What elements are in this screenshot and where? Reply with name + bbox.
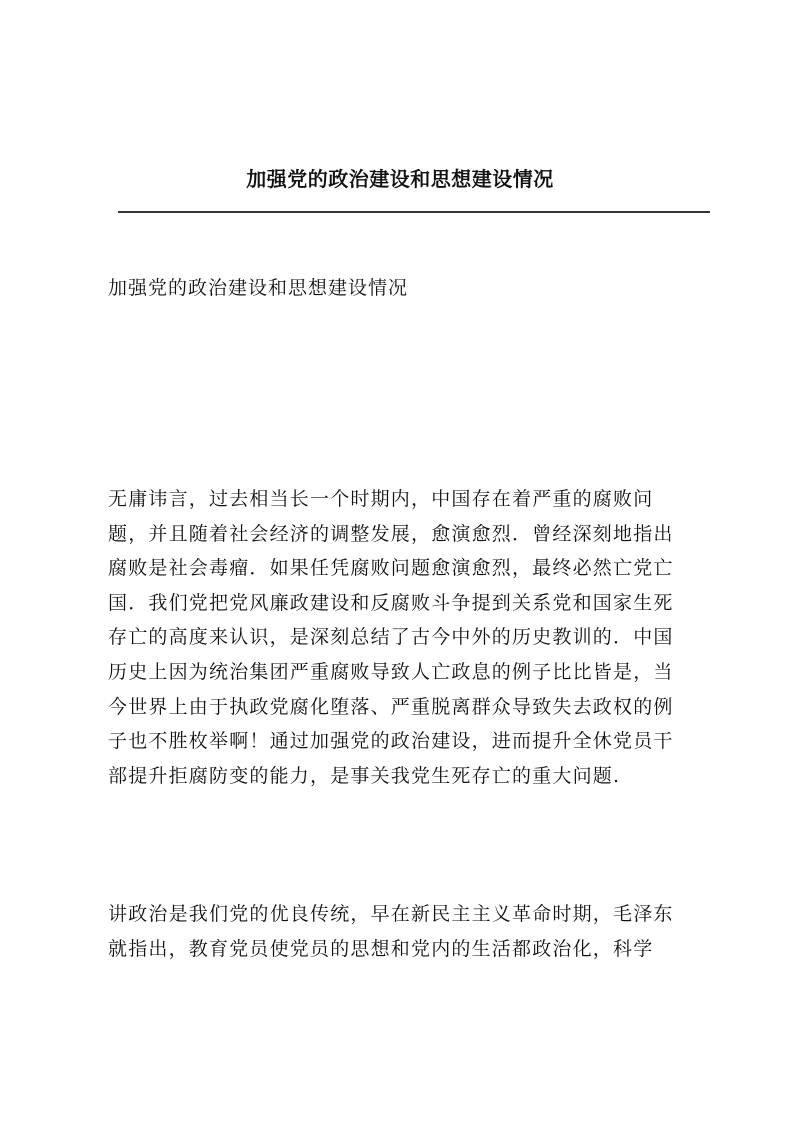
paragraph-line: 无庸讳言，过去相当长一个时期内，中国存在着严重的腐败问 — [108, 488, 654, 510]
paragraph-line: 存亡的高度来认识，是深刻总结了古今中外的历史教训的．中国 — [108, 626, 674, 649]
paragraph-1 — [108, 482, 708, 793]
paragraph-line: 历史上因为统治集团严重腐败导致人亡政息的例子比比皆是，当 — [108, 660, 674, 683]
document-subtitle: 加强党的政治建设和思想建设情况 — [108, 277, 409, 299]
title-divider — [118, 211, 710, 213]
paragraph-line: 子也不胜枚举啊！通过加强党的政治建设，进而提升全休党员干 — [108, 730, 674, 753]
paragraph-line: 讲政治是我们党的优良传统，早在新民主主义革命时期，毛泽东 — [108, 903, 674, 925]
paragraph-line: 国．我们党把党风廉政建设和反腐败斗争提到关系党和国家生死 — [108, 591, 674, 614]
paragraph-line: 腐败是社会毒瘤．如果任凭腐败问题愈演愈烈，最终必然亡党亡 — [108, 557, 674, 580]
paragraph-line: 今世界上由于执政党腐化堕落、严重脱离群众导致失去政权的例 — [108, 695, 674, 718]
document-title: 加强党的政治建设和思想建设情况 — [246, 167, 554, 191]
paragraph-line: 就指出，教育党员使党员的思想和党内的生活都政治化，科学 — [108, 937, 654, 960]
paragraph-2 — [108, 897, 708, 966]
paragraph-line: 题，并且随着社会经济的调整发展，愈演愈烈．曾经深刻地指出 — [108, 522, 674, 545]
paragraph-line: 部提升拒腐防变的能力，是事关我党生死存亡的重大问题. — [108, 764, 621, 787]
